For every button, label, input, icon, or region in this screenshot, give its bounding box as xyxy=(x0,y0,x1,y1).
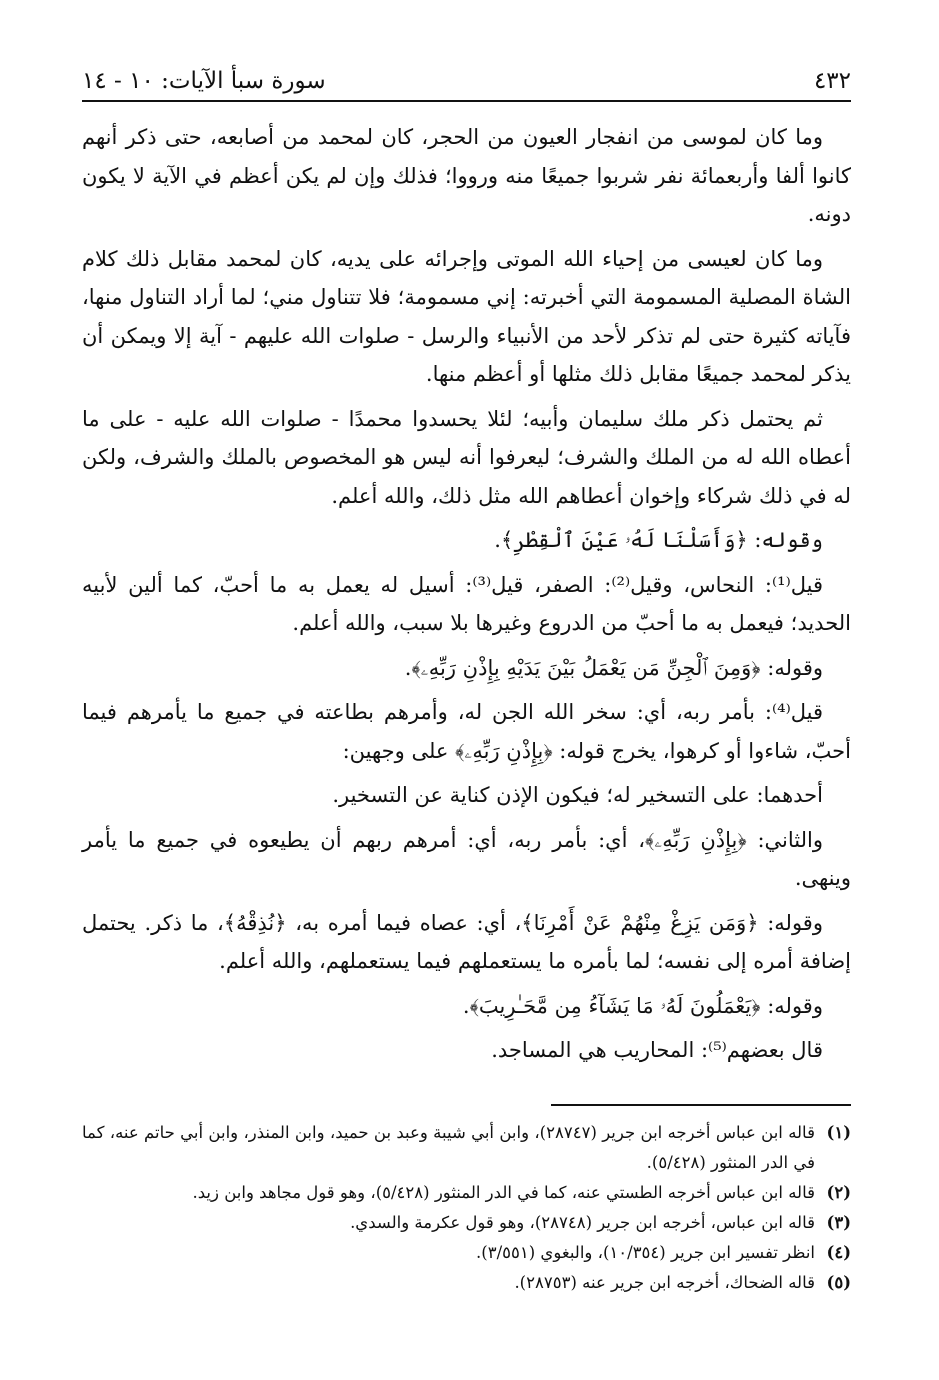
page-header xyxy=(82,58,851,94)
page-number: ٤٣٢ xyxy=(813,68,851,94)
main-text xyxy=(82,118,851,1076)
paragraph: قيل⁽¹⁾: النحاس، وقيل⁽²⁾: الصفر، قيل⁽³⁾: أسيل له يعمل به ما أحبّ، كما ألين لأبيه الحديد؛ فيعمل به ما أحبّ من الدروع وغيرها بلا سبب، والله أعلم. xyxy=(82,572,851,635)
footnote-item xyxy=(82,1208,851,1238)
footnote-text: انظر تفسير ابن جرير (١٠/٣٥٤)، والبغوي (٣/٥٥١). xyxy=(476,1243,815,1262)
running-title: سورة سبأ الآيات: ١٠ - ١٤ xyxy=(82,68,326,94)
footnote-number: (١) xyxy=(826,1123,851,1142)
footnote-number: (٤) xyxy=(826,1243,851,1262)
paragraph: وما كان لموسى من انفجار العيون من الحجر، كان لمحمد من أصابعه، حتى ذكر أنهم كانوا ألفا وأربعمائة نفر شربوا جميعًا منه ورووا؛ فذلك وإن لم يكن أعظم في الآية لا يكون دونه. xyxy=(82,125,851,226)
paragraph: ثم يحتمل ذكر ملك سليمان وأبيه؛ لئلا يحسدوا محمدًا - صلوات الله عليه - على ما أعطاه الله له من الملك والشرف؛ ليعرفوا أنه ليس هو المخصوص بالملك والشرف، ولكن له في ذلك شركاء وإخوان أعطاهم الله مثل ذلك، والله أعلم. xyxy=(82,406,851,508)
footnote-item xyxy=(82,1238,851,1268)
footnote-rule xyxy=(551,1104,851,1106)
header-rule xyxy=(82,100,851,102)
footnote-item xyxy=(82,1118,851,1178)
paragraph: قيل⁽⁴⁾: بأمر ربه، أي: سخر الله الجن له، وأمرهم بطاعته في جميع ما يأمرهم فيما أحبّ، شاءوا أو كرهوا، يخرج قوله: ﴿بِإِذْنِ رَبِّهِۦ﴾ على وجهين: xyxy=(82,700,851,763)
paragraph: وقوله: ﴿وَمَن يَزِغْ مِنْهُمْ عَنْ أَمْرِنَا﴾، أي: عصاه فيما أمره به، ﴿نُذِقْهُ﴾، ما ذكر. يحتمل إضافة أمره إلى نفسه؛ لما بأمره ما يستعملهم فيما يستعملهم، والله أعلم. xyxy=(82,910,851,973)
paragraph: والثاني: ﴿بِإِذْنِ رَبِّهِۦ﴾، أي: بأمر ربه، أي: أمرهم ربهم أن يطيعوه في جميع ما يأمر وينهى. xyxy=(82,827,851,890)
paragraph: وقوله: ﴿يَعْمَلُونَ لَهُۥ مَا يَشَآءُ مِن مَّحَـٰرِيبَ﴾. xyxy=(462,993,823,1018)
paragraph: وقوله: ﴿وَأَسَلْنَا لَهُۥ عَيْنَ ٱلْقِطْرِ﴾. xyxy=(494,528,823,552)
footnotes xyxy=(82,1118,851,1298)
footnote-number: (٣) xyxy=(826,1213,851,1232)
footnote-text: قاله ابن عباس أخرجه ابن جرير (٢٨٧٤٧)، وابن أبي شيبة وعبد بن حميد، وابن المنذر، وابن أبي حاتم عنه، كما في الدر المنثور (٥/٤٢٨). xyxy=(82,1123,815,1172)
footnote-text: قاله الضحاك، أخرجه ابن جرير عنه (٢٨٧٥٣). xyxy=(514,1273,815,1292)
paragraph: وقوله: ﴿وَمِنَ ٱلْجِنِّ مَن يَعْمَلُ بَيْنَ يَدَيْهِ بِإِذْنِ رَبِّهِۦ﴾. xyxy=(404,655,823,680)
footnote-number: (٢) xyxy=(826,1183,851,1202)
footnote-item xyxy=(82,1178,851,1208)
footnote-text: قاله ابن عباس أخرجه الطستي عنه، كما في الدر المنثور (٥/٤٢٨)، وهو قول مجاهد وابن زيد. xyxy=(192,1183,815,1202)
paragraph: وما كان لعيسى من إحياء الله الموتى وإجرائه على يديه، كان لمحمد مقابل ذلك كلام الشاة المصلية المسمومة التي أخبرته: إني مسمومة؛ فلا تتناول مني؛ لما أراد التناول منها، فآياته كثيرة حتى لم تذكر لأحد من الأنبياء والرسل - صلوات الله عليهم - آية إلا ويمكن أن يذكر لمحمد جميعًا مقابل ذلك مثلها أو أعظم منها. xyxy=(82,246,851,386)
footnote-item xyxy=(82,1268,851,1298)
paragraph: قال بعضهم⁽⁵⁾: المحاريب هي المساجد. xyxy=(491,1038,823,1062)
footnote-number: (٥) xyxy=(826,1273,851,1292)
paragraph: أحدهما: على التسخير له؛ فيكون الإذن كناية عن التسخير. xyxy=(332,783,823,807)
footnote-text: قاله ابن عباس، أخرجه ابن جرير (٢٨٧٤٨)، وهو قول عكرمة والسدي. xyxy=(350,1213,815,1232)
